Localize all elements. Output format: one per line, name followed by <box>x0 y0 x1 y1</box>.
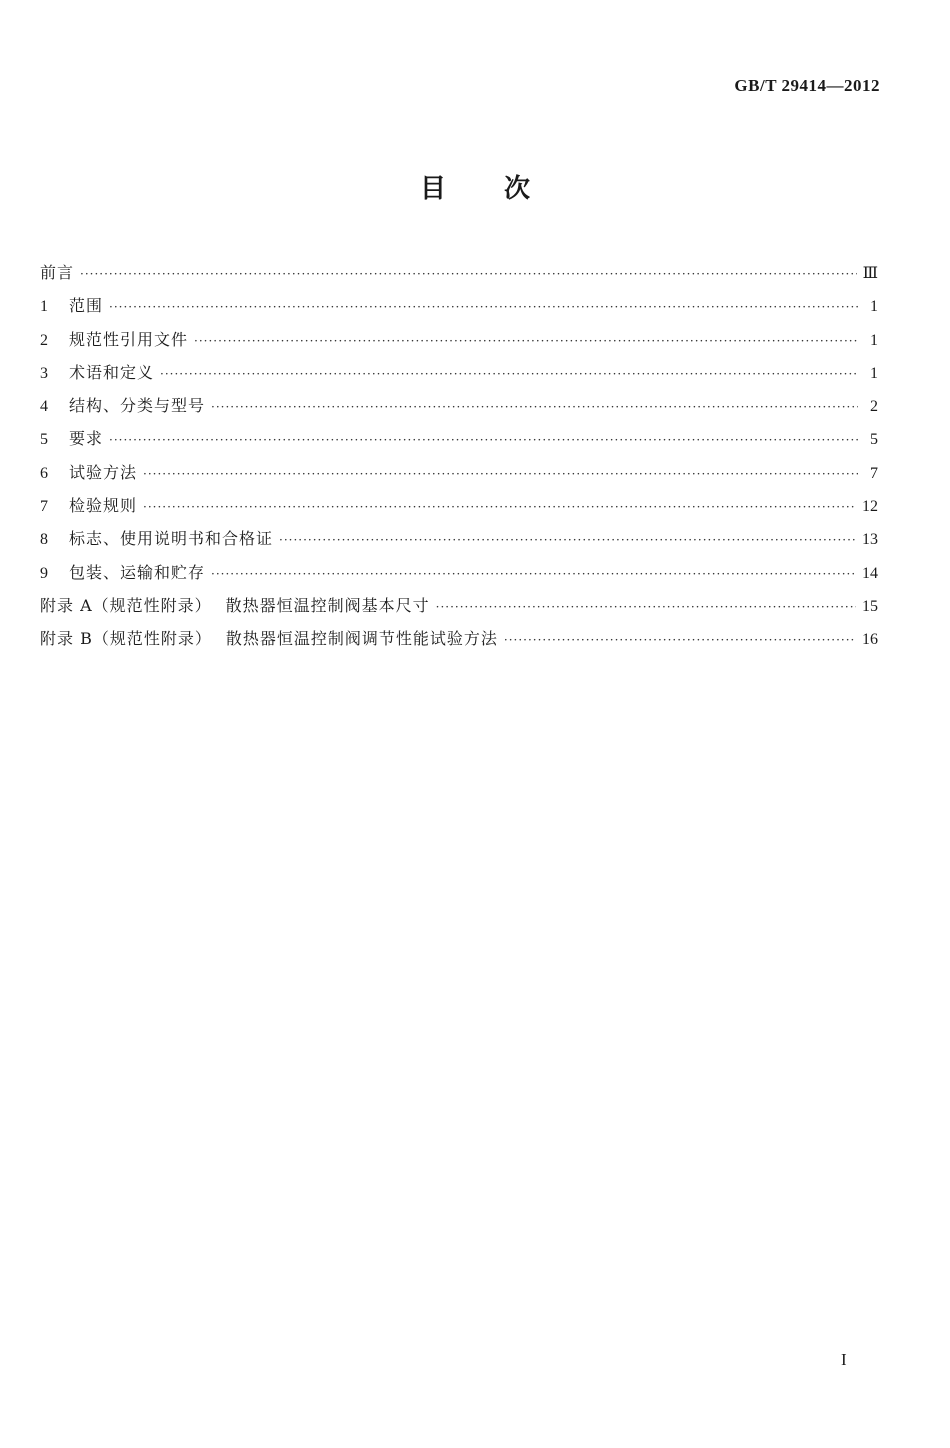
toc-leader-dots <box>109 424 858 457</box>
toc-entry-number: 3 <box>40 364 48 382</box>
page-number: I <box>841 1350 847 1369</box>
toc-entry-page: 15 <box>862 597 878 615</box>
toc-leader-dots <box>211 558 856 591</box>
toc-entry-page: 13 <box>862 531 878 549</box>
toc-entry-appendix-b[interactable] <box>40 622 878 655</box>
toc-entry-page: 12 <box>862 498 878 516</box>
toc-entry-page: 16 <box>862 631 878 649</box>
toc-entry-label: 规范性引用文件 <box>69 329 189 349</box>
toc-entry-label: 前言 <box>40 263 75 282</box>
toc-entry-number: 7 <box>40 498 48 516</box>
toc-entry-7[interactable] <box>40 489 878 522</box>
toc-leader-dots <box>436 591 856 624</box>
toc-leader-dots <box>143 491 856 524</box>
toc-entry-page: 5 <box>870 431 878 449</box>
toc-entry-number: 6 <box>40 464 48 482</box>
toc-entry-label <box>40 622 498 655</box>
toc-entry-9[interactable] <box>40 556 878 589</box>
toc-entry-label: 要求 <box>69 429 104 449</box>
toc-entry-3[interactable] <box>40 356 878 389</box>
toc-entry-8[interactable] <box>40 522 878 555</box>
toc-entry-foreword[interactable] <box>40 256 878 289</box>
toc-entry-5[interactable] <box>40 422 878 455</box>
toc-entry-label: 结构、分类与型号 <box>69 396 206 416</box>
toc-entry-page: 2 <box>870 398 878 416</box>
toc-entry-page: 1 <box>870 364 878 382</box>
toc-entry-6[interactable] <box>40 456 878 489</box>
toc-leader-dots <box>143 458 858 491</box>
toc-leader-dots <box>279 524 856 557</box>
toc-leader-dots <box>160 358 858 391</box>
toc-leader-dots <box>194 325 858 358</box>
toc-entry-label: 术语和定义 <box>69 362 155 382</box>
appendix-designation: 附录 B（规范性附录） <box>40 629 212 649</box>
toc-entry-label: 检验规则 <box>69 496 138 516</box>
toc-entry-label: 范围 <box>69 296 104 316</box>
toc-entry-appendix-a[interactable] <box>40 589 878 622</box>
appendix-title: 散热器恒温控制阀基本尺寸 <box>225 595 430 615</box>
toc-entry-page: 1 <box>870 298 878 316</box>
toc-entry-label: 试验方法 <box>69 462 138 482</box>
toc-leader-dots <box>80 258 857 291</box>
table-of-contents <box>40 256 878 656</box>
toc-entry-number: 8 <box>40 531 48 549</box>
toc-entry-label <box>40 589 430 622</box>
toc-entry-number: 9 <box>40 564 48 582</box>
toc-entry-label: 标志、使用说明书和合格证 <box>69 529 274 549</box>
toc-entry-2[interactable] <box>40 323 878 356</box>
toc-leader-dots <box>504 624 856 657</box>
standard-number: GB/T 29414—2012 <box>734 76 880 95</box>
toc-entry-1[interactable] <box>40 289 878 322</box>
appendix-designation: 附录 A（规范性附录） <box>40 595 212 615</box>
toc-entry-label: 包装、运输和贮存 <box>69 562 206 582</box>
toc-entry-4[interactable] <box>40 389 878 422</box>
toc-entry-page: 7 <box>870 464 878 482</box>
toc-entry-number: 5 <box>40 431 48 449</box>
toc-leader-dots <box>211 391 858 424</box>
page-title: 目次 <box>419 174 588 204</box>
toc-entry-number: 1 <box>40 298 48 316</box>
toc-entry-page: Ⅲ <box>862 265 878 282</box>
appendix-title: 散热器恒温控制阀调节性能试验方法 <box>225 629 498 649</box>
toc-leader-dots <box>109 291 858 324</box>
toc-entry-page: 14 <box>862 564 878 582</box>
toc-entry-number: 4 <box>40 398 48 416</box>
toc-entry-number: 2 <box>40 331 48 349</box>
toc-entry-page: 1 <box>870 331 878 349</box>
